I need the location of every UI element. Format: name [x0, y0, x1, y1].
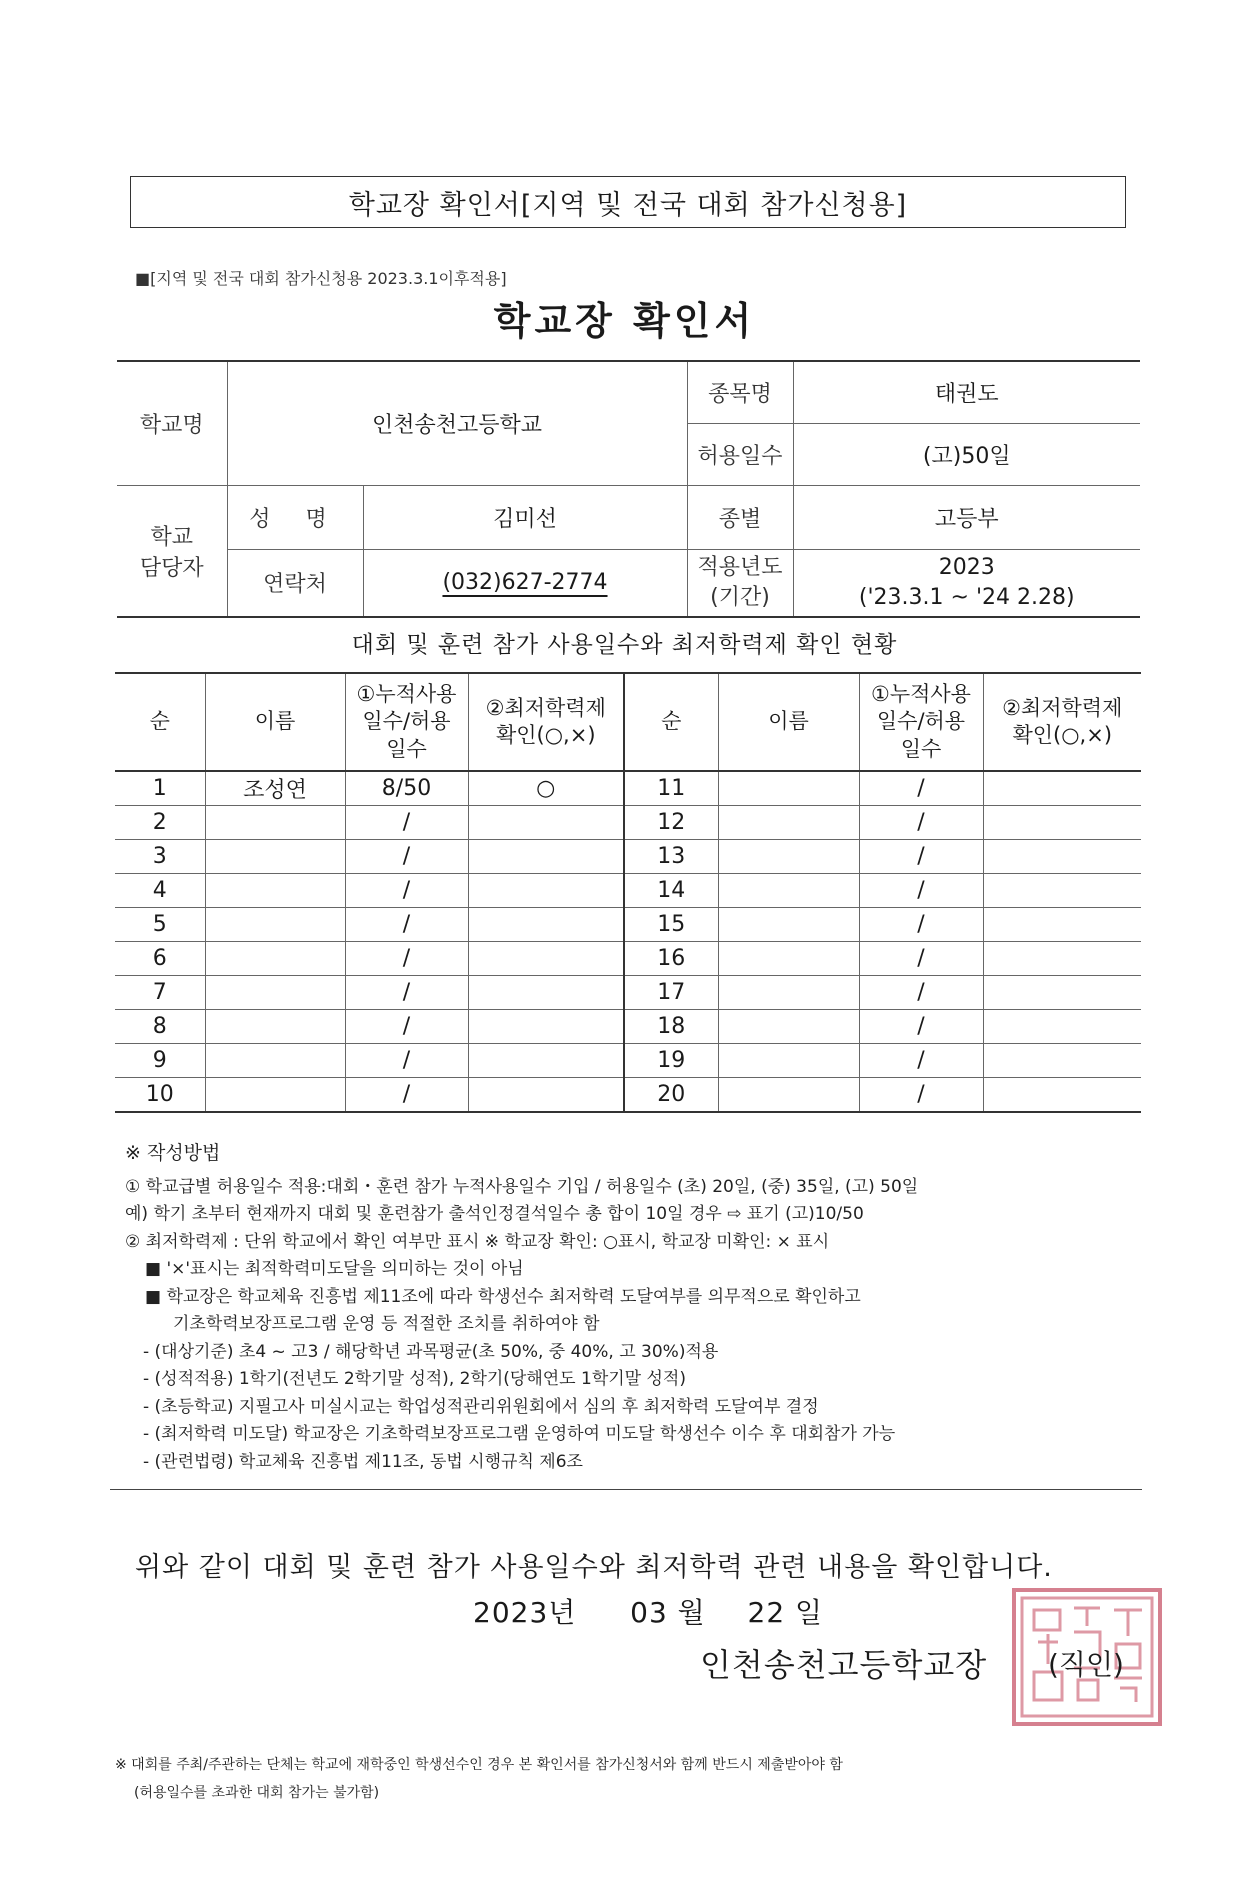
- row-check: [468, 806, 624, 840]
- row-days: /: [859, 942, 983, 976]
- table-row: [115, 976, 1141, 1010]
- row-days: /: [345, 1010, 468, 1044]
- header-days-right: [859, 673, 983, 771]
- header-days-right-line-3: 일수: [900, 736, 942, 761]
- school-name: 인천송천고등학교: [227, 361, 687, 485]
- header-check-line-2: 확인(○,×): [495, 723, 596, 747]
- row-check: ○: [468, 771, 624, 806]
- year-value: 2023: [938, 555, 995, 581]
- row-no: 6: [115, 942, 205, 976]
- row-check: [983, 1010, 1141, 1044]
- row-days: /: [345, 908, 468, 942]
- row-no: 20: [624, 1078, 718, 1113]
- table-row: [115, 840, 1141, 874]
- row-days: /: [859, 1010, 983, 1044]
- instruction-line: - (대상기준) 초4 ~ 고3 / 해당학년 과목평균(초 50%, 중 40%, 고 30%)적용: [143, 1341, 719, 1362]
- table-row: [115, 1078, 1141, 1113]
- instruction-line: ■ 학교장은 학교체육 진흥법 제11조에 따라 학생선수 최저학력 도달여부를 의무적으로 확인하고: [145, 1286, 861, 1307]
- row-name: 조성연: [205, 771, 345, 806]
- instruction-line: ① 학교급별 허용일수 적용:대회・훈련 참가 누적사용일수 기입 / 허용일수 (초) 20일, (중) 35일, (고) 50일: [125, 1176, 919, 1197]
- row-no: 1: [115, 771, 205, 806]
- school-label: 학교명: [117, 361, 227, 485]
- header-name-right: 이름: [718, 673, 859, 771]
- row-no: 18: [624, 1010, 718, 1044]
- table-row: [115, 942, 1141, 976]
- row-name: [205, 976, 345, 1010]
- table-header-row: [115, 673, 1141, 771]
- year-cell: [793, 549, 1140, 617]
- header-check-right-line-2: 확인(○,×): [1012, 723, 1113, 747]
- header-no-right: 순: [624, 673, 718, 771]
- principal-name: 인천송천고등학교장: [700, 1646, 988, 1684]
- row-name: [205, 1044, 345, 1078]
- header-days-line-2: 일수/허용: [362, 709, 451, 734]
- row-name: [205, 908, 345, 942]
- row-name: [718, 942, 859, 976]
- division-value: 고등부: [793, 485, 1140, 549]
- document-header-title: 학교장 확인서[지역 및 전국 대회 참가신청용]: [348, 189, 908, 221]
- header-days-right-line-2: 일수/허용: [876, 709, 966, 734]
- row-name: [718, 771, 859, 806]
- instruction-line: - (최저학력 미도달) 학교장은 기초학력보장프로그램 운영하여 미도달 학생선수 이수 후 대회참가 가능: [143, 1424, 896, 1444]
- instruction-line: - (초등학교) 지필고사 미실시교는 학업성적관리위원회에서 심의 후 최저학력 도달여부 결정: [143, 1396, 819, 1417]
- row-days: /: [859, 1044, 983, 1078]
- header-days-line-3: 일수: [386, 736, 427, 761]
- row-no: 14: [624, 874, 718, 908]
- date-year: 2023년: [473, 1596, 577, 1629]
- row-name: [205, 942, 345, 976]
- header-days-line-1: ①누적사용: [356, 682, 457, 707]
- row-check: [983, 976, 1141, 1010]
- row-check: [468, 976, 624, 1010]
- instruction-line: 기초학력보장프로그램 운영 등 적절한 조치를 취하여야 함: [173, 1314, 600, 1334]
- instructions: [125, 1140, 1125, 1476]
- row-no: 7: [115, 976, 205, 1010]
- row-days: 8/50: [345, 771, 468, 806]
- form-version-note: ■[지역 및 전국 대회 참가신청용 2023.3.1이후적용]: [135, 269, 507, 288]
- status-section-heading: 대회 및 훈련 참가 사용일수와 최저학력제 확인 현황: [351, 632, 898, 658]
- row-name: [718, 806, 859, 840]
- row-check: [468, 942, 624, 976]
- row-check: [983, 874, 1141, 908]
- table-row: [115, 1010, 1141, 1044]
- divider: [110, 1489, 1142, 1490]
- row-no: 12: [624, 806, 718, 840]
- row-days: /: [859, 806, 983, 840]
- row-check: [983, 942, 1141, 976]
- row-days: /: [345, 1044, 468, 1078]
- name-label: 성 명: [227, 485, 363, 549]
- row-days: /: [859, 771, 983, 806]
- header-check: [468, 673, 624, 771]
- row-check: [468, 840, 624, 874]
- row-no: 17: [624, 976, 718, 1010]
- row-name: [205, 1010, 345, 1044]
- row-days: /: [345, 840, 468, 874]
- row-no: 4: [115, 874, 205, 908]
- row-no: 11: [624, 771, 718, 806]
- division-label: 종별: [687, 485, 793, 549]
- row-no: 15: [624, 908, 718, 942]
- issue-date: [473, 1591, 823, 1631]
- table-row: [115, 771, 1141, 806]
- row-check: [983, 840, 1141, 874]
- row-no: 3: [115, 840, 205, 874]
- row-name: [718, 976, 859, 1010]
- instruction-line: ■ '×'표시는 최적학력미도달을 의미하는 것이 아님: [145, 1259, 524, 1279]
- header-days: [345, 673, 468, 771]
- instructions-heading: ※ 작성방법: [125, 1142, 221, 1164]
- row-check: [983, 806, 1141, 840]
- footnote-limit: (허용일수를 초과한 대회 참가는 불가함): [134, 1785, 380, 1801]
- row-days: /: [345, 874, 468, 908]
- header-days-right-line-1: ①누적사용: [871, 682, 971, 707]
- contact-cell: [363, 549, 687, 617]
- row-no: 2: [115, 806, 205, 840]
- row-name: [205, 806, 345, 840]
- table-row: [115, 908, 1141, 942]
- row-days: /: [859, 874, 983, 908]
- instruction-line: ② 최저학력제 : 단위 학교에서 확인 여부만 표시 ※ 학교장 확인: ○표시, 학교장 미확인: × 표시: [125, 1231, 830, 1252]
- row-name: [205, 840, 345, 874]
- row-check: [983, 1078, 1141, 1113]
- row-name: [718, 874, 859, 908]
- instruction-line: 예) 학기 초부터 현재까지 대회 및 훈련참가 출석인정결석일수 총 합이 10일 경우 ⇨ 표기 (고)10/50: [125, 1204, 864, 1224]
- row-name: [205, 874, 345, 908]
- table-row: [115, 1044, 1141, 1078]
- row-days: /: [345, 1078, 468, 1113]
- row-name: [718, 1010, 859, 1044]
- contact-phone: (032)627-2774: [442, 570, 608, 596]
- manager-label: [117, 485, 227, 617]
- header-check-right: [983, 673, 1141, 771]
- manager-label-line-2: 담당자: [139, 555, 204, 581]
- confirmation-statement: 위와 같이 대회 및 훈련 참가 사용일수와 최저학력 관련 내용을 확인합니다.: [135, 1552, 1053, 1583]
- period-value: ('23.3.1 ~ '24 2.28): [858, 584, 1075, 610]
- row-days: /: [859, 976, 983, 1010]
- allowed-days-label: 허용일수: [687, 423, 793, 485]
- row-check: [468, 1078, 624, 1113]
- allowed-days-value: (고)50일: [793, 423, 1140, 485]
- row-name: [718, 908, 859, 942]
- header-check-line-1: ②최저학력제: [485, 695, 606, 720]
- row-check: [983, 771, 1141, 806]
- row-no: 9: [115, 1044, 205, 1078]
- row-days: /: [859, 908, 983, 942]
- table-row: [115, 874, 1141, 908]
- row-no: 8: [115, 1010, 205, 1044]
- row-check: [468, 1044, 624, 1078]
- row-check: [468, 874, 624, 908]
- document-header-box: [130, 176, 1126, 228]
- row-check: [983, 908, 1141, 942]
- table-row: [115, 806, 1141, 840]
- sport-label: 종목명: [687, 361, 793, 423]
- header-name: 이름: [205, 673, 345, 771]
- year-label-line-2: (기간): [710, 584, 770, 610]
- page-title: 학교장 확인서: [493, 299, 756, 343]
- row-name: [718, 1078, 859, 1113]
- row-no: 13: [624, 840, 718, 874]
- row-days: /: [345, 942, 468, 976]
- manager-label-line-1: 학교: [150, 524, 193, 550]
- row-check: [468, 1010, 624, 1044]
- row-no: 19: [624, 1044, 718, 1078]
- header-no: 순: [115, 673, 205, 771]
- row-name: [718, 840, 859, 874]
- row-days: /: [345, 806, 468, 840]
- instruction-line: - (관련법령) 학교체육 진흥법 제11조, 동법 시행규칙 제6조: [143, 1451, 583, 1472]
- seal-label: (직인): [1048, 1648, 1124, 1681]
- school-info-table: [117, 360, 1140, 618]
- sport-value: 태권도: [793, 361, 1140, 423]
- row-name: [205, 1078, 345, 1113]
- year-label-line-1: 적용년도: [697, 555, 783, 581]
- row-no: 5: [115, 908, 205, 942]
- footnote-submission: ※ 대회를 주최/주관하는 단체는 학교에 재학중인 학생선수인 경우 본 확인서를 참가신청서와 함께 반드시 제출받아야 함: [115, 1757, 843, 1773]
- instruction-line: - (성적적용) 1학기(전년도 2학기말 성적), 2학기(당해연도 1학기말 성적): [143, 1369, 686, 1389]
- row-days: /: [859, 1078, 983, 1113]
- row-days: /: [859, 840, 983, 874]
- row-check: [983, 1044, 1141, 1078]
- row-days: /: [345, 976, 468, 1010]
- year-label: [687, 549, 793, 617]
- row-name: [718, 1044, 859, 1078]
- date-day: 22 일: [747, 1596, 824, 1629]
- contact-label: 연락처: [227, 549, 363, 617]
- date-month: 03 월: [630, 1596, 706, 1629]
- participation-status-table: [115, 672, 1141, 1113]
- row-no: 10: [115, 1078, 205, 1113]
- row-check: [468, 908, 624, 942]
- header-check-right-line-1: ②최저학력제: [1002, 695, 1123, 720]
- manager-name: 김미선: [363, 485, 687, 549]
- row-no: 16: [624, 942, 718, 976]
